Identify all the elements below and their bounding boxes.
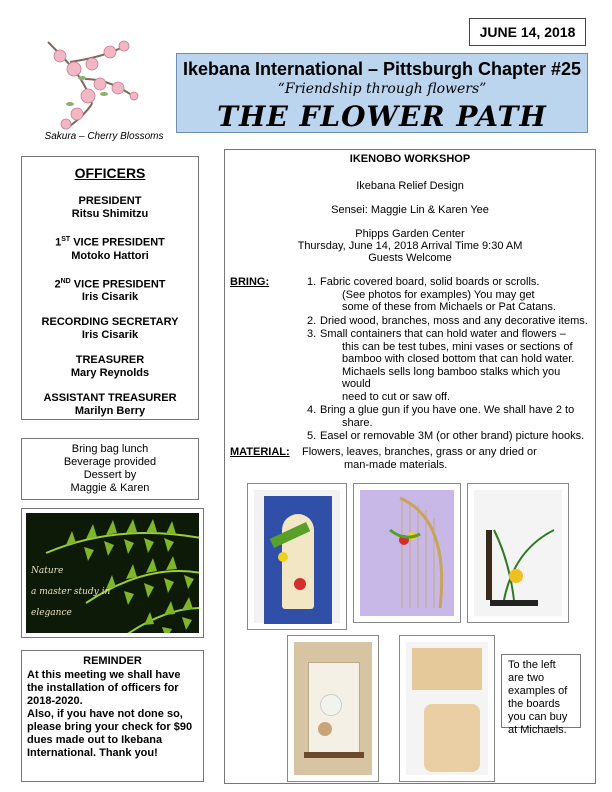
officer-entry (22, 195, 198, 221)
newsletter-header (176, 53, 588, 133)
bring-list (302, 276, 592, 444)
officer-name: Motoko Hattori (71, 249, 149, 262)
fern-caption-line: a master study in (31, 587, 111, 597)
fern-caption-line: elegance (31, 608, 72, 618)
bring-item: 1. Fabric covered board, solid boards or scrolls. (See photos for examples) You may get some of these from Michaels or Pat Catans. (307, 276, 556, 313)
workshop-sensei: Sensei: Maggie Lin & Karen Yee (331, 204, 489, 216)
workshop-guests: Guests Welcome (368, 252, 452, 264)
organization-name: Ikebana International – Pittsburgh Chapter #25 (182, 59, 582, 79)
example-photo-scroll (247, 483, 347, 630)
workshop-venue: Phipps Garden Center (355, 228, 465, 240)
workshop-heading: IKENOBO WORKSHOP (349, 153, 471, 165)
lunch-info-box (21, 438, 199, 500)
lunch-line: Maggie & Karen (70, 482, 150, 494)
fern-photo (26, 513, 199, 633)
boards-note: To the left are two examples of the boards you can buy at Michaels. (501, 654, 581, 728)
issue-date: JUNE 14, 2018 (469, 18, 586, 46)
officer-role: ASSISTANT TREASURER (43, 392, 177, 405)
officer-name: Iris Cisarik (81, 291, 139, 304)
workshop-date-time: Thursday, June 14, 2018 Arrival Time 9:30 AM (297, 240, 523, 252)
officer-role: 1ST VICE PRESIDENT (55, 236, 165, 249)
bring-item: 5. Easel or removable 3M (or other brand) picture hooks. (307, 430, 585, 442)
officer-entry (22, 316, 198, 342)
bring-label: BRING: (230, 276, 270, 288)
reminder-body-2: Also, if you have not done so, please bring your check for $90 dues made out to Ikebana International. Thank you! (27, 708, 193, 759)
cherry-blossom-illustration (30, 34, 150, 130)
bring-item: 3. Small containers that can hold water and flowers – this can be test tubes, mini vases or sections of bamboo with closed bottom that can hold water. Michaels sells long bamboo stalks which you would need to cut or saw off. (307, 328, 575, 403)
motto: “Friendship through flowers” (277, 81, 487, 97)
example-photo-board (399, 635, 495, 782)
fern-caption-line: Nature (31, 566, 64, 576)
officers-box (21, 156, 199, 420)
officers-heading: OFFICERS (74, 165, 146, 181)
officer-role: RECORDING SECRETARY (41, 316, 179, 329)
officer-name: Ritsu Shimitzu (71, 208, 149, 220)
reminder-body: At this meeting we shall have the installation of officers for 2018-2020. (27, 669, 181, 707)
material-label: MATERIAL: (230, 446, 290, 458)
example-photo-easel (287, 635, 379, 782)
reminder-heading: REMINDER (83, 655, 142, 667)
lunch-line: Bring bag lunch (71, 443, 149, 455)
example-photo-harp (353, 483, 461, 623)
officer-name: Mary Reynolds (70, 367, 150, 380)
bring-item: 2. Dried wood, branches, moss and any decorative items. (307, 314, 588, 327)
workshop-subtitle: Ikebana Relief Design (356, 180, 464, 192)
lunch-line: Dessert by (83, 469, 137, 481)
officer-entry (22, 354, 198, 380)
officer-role: TREASURER (75, 354, 145, 367)
example-photo-arrangement (467, 483, 569, 623)
material-text: Flowers, leaves, branches, grass or any dried or man-made materials. (302, 446, 537, 471)
officer-role: PRESIDENT (78, 195, 142, 207)
officer-entry (22, 275, 198, 305)
officer-name: Marilyn Berry (74, 405, 146, 418)
reminder-box (21, 650, 204, 782)
officer-entry (22, 392, 198, 418)
officer-name: Iris Cisarik (81, 329, 139, 342)
lunch-line: Beverage provided (63, 456, 157, 468)
sakura-caption: Sakura – Cherry Blossoms (44, 131, 164, 142)
officer-role: 2ND VICE PRESIDENT (54, 277, 166, 291)
newsletter-title: THE FLOWER PATH (217, 100, 547, 133)
bring-item: 4. Bring a glue gun if you have one. We shall have 2 to share. (307, 404, 575, 429)
fern-photo-frame (21, 508, 204, 638)
officer-entry (22, 233, 198, 263)
